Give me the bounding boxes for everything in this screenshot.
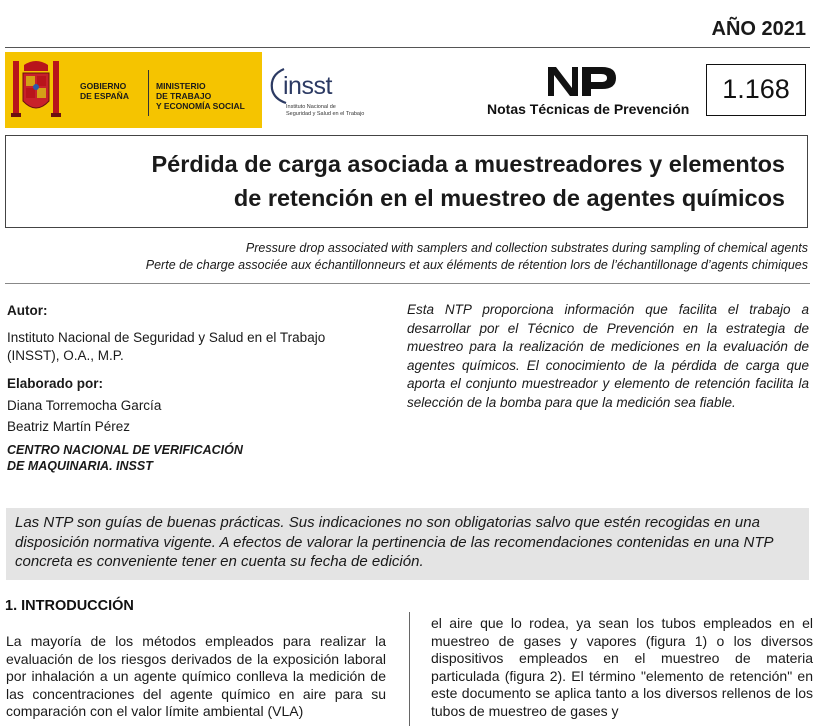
french-title: Perte de charge associée aux échantillonneurs et aux éléments de rétention lors de l’échantillonage d’agents chimiques	[145, 258, 808, 272]
abstract-text: Esta NTP proporciona información que facilita el trabajo a desarrollar por el Técnico de Prevención en la estrategia de muestreo para la realización de mediciones en la evaluación de agentes químicos. El conocimiento de la pérdida de carga que aporta el conjunto muestreador y elemento de retención facilita la selección de la bomba para que la medición sea fiable.	[407, 302, 809, 410]
author-body: Instituto Nacional de Seguridad y Salud en el Trabajo (INSST), O.A., M.P.	[7, 330, 326, 363]
author-person-2: Beatriz Martín Pérez	[7, 419, 131, 434]
insst-subtitle: Instituto Nacional de Seguridad y Salud en el Trabajo	[286, 104, 365, 117]
section-title: 1. INTRODUCCIÓN	[5, 598, 134, 614]
ntp-series-label: Notas Técnicas de Prevención	[487, 101, 690, 117]
disclaimer-text: Las NTP son guías de buenas prácticas. Sus indicaciones no son obligatorias salvo que estén recogidas en una disposición normativa vigente. A efectos de valorar la pertinencia de las recomendaciones contenidas en una NTP concreta es conveniente tener en cuenta su fecha de edición.	[15, 514, 773, 570]
ntp-logo-icon	[546, 64, 618, 98]
author-person-1: Diana Torremocha García	[7, 398, 162, 413]
column-separator	[409, 612, 410, 726]
document-title: Pérdida de carga asociada a muestreadores y elementos de retención en el muestreo de agentes químicos	[151, 151, 785, 211]
body-column-right: el aire que lo rodea, ya sean los tubos empleados en el muestreo de gases y vapores (figura 1) o los diversos dispositivos empleados en el muestreo de materia particulada (figura 2). El término "elemento de retención" en este documento se aplica tanto a los diversos rellenos de los tubos de muestreo de gases y	[431, 615, 813, 719]
author-heading: Autor:	[7, 303, 48, 318]
ntp-number: 1.168	[722, 74, 790, 104]
elaborated-heading: Elaborado por:	[7, 376, 104, 391]
ministry-label: MINISTERIO DE TRABAJO Y ECONOMÍA SOCIAL	[156, 81, 245, 111]
top-rule	[5, 47, 810, 48]
insst-wordmark: insst	[283, 72, 332, 100]
band-separator	[148, 70, 149, 116]
coat-of-arms-icon	[10, 57, 62, 123]
mid-rule	[5, 283, 810, 284]
body-column-left: La mayoría de los métodos empleados para realizar la evaluación de los riesgos derivados de la exposición laboral por inhalación a un agente químico conlleva la medición de las concentraciones del agente químico en aire para su comparación con el valor límite ambiental (VLA)	[6, 633, 386, 719]
year-label: AÑO 2021	[711, 18, 806, 40]
author-center: CENTRO NACIONAL DE VERIFICACIÓN DE MAQUINARIA. INSST	[7, 443, 243, 473]
english-title: Pressure drop associated with samplers and collection substrates during sampling of chemical agents	[245, 241, 808, 255]
government-label: GOBIERNO DE ESPAÑA	[80, 81, 129, 101]
